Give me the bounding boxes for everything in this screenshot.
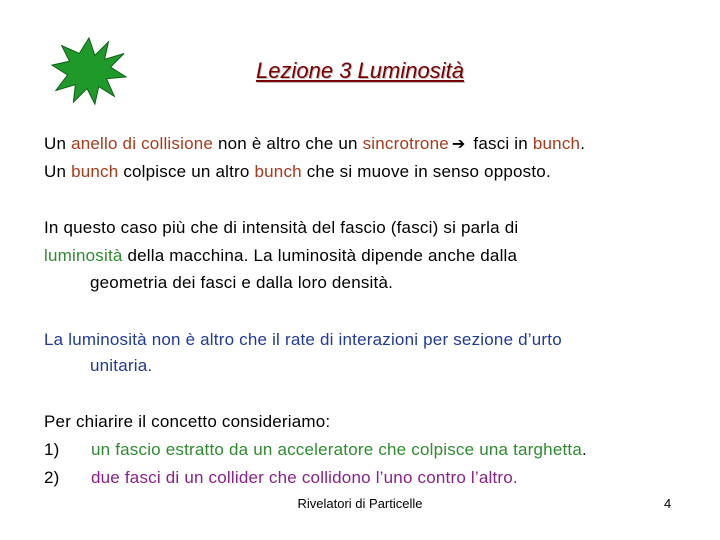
page-number: 4 — [664, 496, 672, 511]
paragraph-2-line-1: In questo caso più che di intensità del fascio (fasci) si parla di — [44, 218, 519, 237]
paragraph-3-line-2: unitaria. — [90, 356, 153, 375]
slide-title: Lezione 3 Luminosità — [256, 58, 464, 83]
paragraph-4-intro: Per chiarire il concetto consideriamo: — [44, 412, 331, 431]
paragraph-2-line-3: geometria dei fasci e dalla loro densità. — [90, 273, 394, 292]
list-item: 1) un fascio estratto da un acceleratore che colpisce una targhetta. — [44, 440, 587, 459]
arrow-right-icon: ➔ — [451, 136, 466, 153]
footer-title: Rivelatori di Particelle — [297, 496, 423, 511]
paragraph-1-line-2: Un bunch colpisce un altro bunch che si muove in senso opposto. — [44, 162, 551, 181]
paragraph-2-line-2: luminosità della macchina. La luminosità dipende anche dalla — [44, 246, 518, 265]
list-item: 2) due fasci di un collider che collidono l’uno contro l’altro. — [44, 468, 518, 487]
paragraph-3-line-1: La luminosità non è altro che il rate di interazioni per sezione d’urto — [44, 330, 562, 349]
paragraph-1-line-1: Un anello di collisione non è altro che un sincrotrone ➔ fasci in bunch. — [44, 131, 585, 158]
